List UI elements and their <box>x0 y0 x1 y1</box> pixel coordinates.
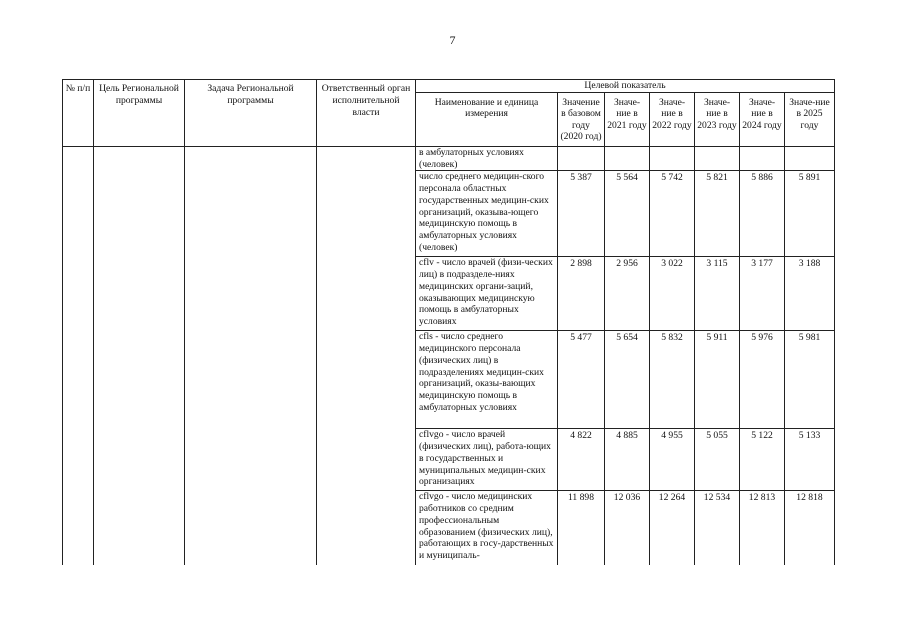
value-2025 <box>785 147 835 171</box>
value-2023: 5 821 <box>695 171 740 257</box>
value-2022 <box>650 147 695 171</box>
value-2021: 5 564 <box>605 171 650 257</box>
indicator-name: cflvgo - число медицинских работников со средним профессиональным образованием (физических лиц), работающих в госу-дарственных и муниципаль- <box>416 491 558 565</box>
cell-task <box>185 147 317 565</box>
value-base: 5 387 <box>558 171 605 257</box>
value-2021: 12 036 <box>605 491 650 565</box>
header-indicator-name: Наименование и единица измерения <box>416 93 558 147</box>
value-2023: 3 115 <box>695 257 740 331</box>
value-base: 5 477 <box>558 331 605 429</box>
value-2021: 2 956 <box>605 257 650 331</box>
indicator-name: cfls - число среднего медицинского персонала (физических лиц) в подразделениях медицин-ских организаций, оказы-вающих медицинскую помощь в амбулаторных условиях <box>416 331 558 429</box>
value-base: 4 822 <box>558 429 605 491</box>
cell-responsible <box>317 147 416 565</box>
cell-num <box>63 147 94 565</box>
header-2022: Значе-ние в 2022 году <box>650 93 695 147</box>
value-2023: 12 534 <box>695 491 740 565</box>
header-base-year: Значение в базовом году (2020 год) <box>558 93 605 147</box>
value-2021: 5 654 <box>605 331 650 429</box>
value-2024: 12 813 <box>740 491 785 565</box>
indicator-name: в амбулаторных условиях (человек) <box>416 147 558 171</box>
table-row <box>63 147 835 171</box>
value-2025: 5 981 <box>785 331 835 429</box>
header-2023: Значе-ние в 2023 году <box>695 93 740 147</box>
header-num: № п/п <box>63 80 94 147</box>
value-2023 <box>695 147 740 171</box>
value-2022: 12 264 <box>650 491 695 565</box>
header-2025: Значе-ние в 2025 году <box>785 93 835 147</box>
header-responsible: Ответственный орган исполнительной власти <box>317 80 416 147</box>
value-2025: 3 188 <box>785 257 835 331</box>
value-2023: 5 055 <box>695 429 740 491</box>
value-base <box>558 147 605 171</box>
indicator-name: число среднего медицин-ского персонала областных государственных медицин-ских организаций, оказыва-ющего медицинскую помощь в амбулаторных условиях (человек) <box>416 171 558 257</box>
value-2022: 3 022 <box>650 257 695 331</box>
value-2021: 4 885 <box>605 429 650 491</box>
header-2024: Значе-ние в 2024 году <box>740 93 785 147</box>
value-base: 11 898 <box>558 491 605 565</box>
header-task: Задача Региональной программы <box>185 80 317 147</box>
value-2024: 3 177 <box>740 257 785 331</box>
value-2022: 5 742 <box>650 171 695 257</box>
indicator-name: cflvgo - число врачей (физических лиц), работа-ющих в государственных и муниципальных медицин-ских организациях <box>416 429 558 491</box>
value-2021 <box>605 147 650 171</box>
target-indicators-table <box>62 79 835 565</box>
value-2024: 5 122 <box>740 429 785 491</box>
value-2025: 5 133 <box>785 429 835 491</box>
header-goal: Цель Региональной программы <box>94 80 185 147</box>
page-number: 7 <box>449 33 456 47</box>
value-2022: 4 955 <box>650 429 695 491</box>
value-2025: 5 891 <box>785 171 835 257</box>
value-2024: 5 976 <box>740 331 785 429</box>
value-2024 <box>740 147 785 171</box>
indicator-name: cflv - число врачей (физи-ческих лиц) в подразделе-ниях медицинских органи-заций, оказывающих медицинскую помощь в амбулаторных условиях <box>416 257 558 331</box>
value-2023: 5 911 <box>695 331 740 429</box>
header-target-indicator: Целевой показатель <box>416 80 835 93</box>
value-base: 2 898 <box>558 257 605 331</box>
cell-goal <box>94 147 185 565</box>
value-2024: 5 886 <box>740 171 785 257</box>
value-2022: 5 832 <box>650 331 695 429</box>
value-2025: 12 818 <box>785 491 835 565</box>
header-2021: Значе-ние в 2021 году <box>605 93 650 147</box>
